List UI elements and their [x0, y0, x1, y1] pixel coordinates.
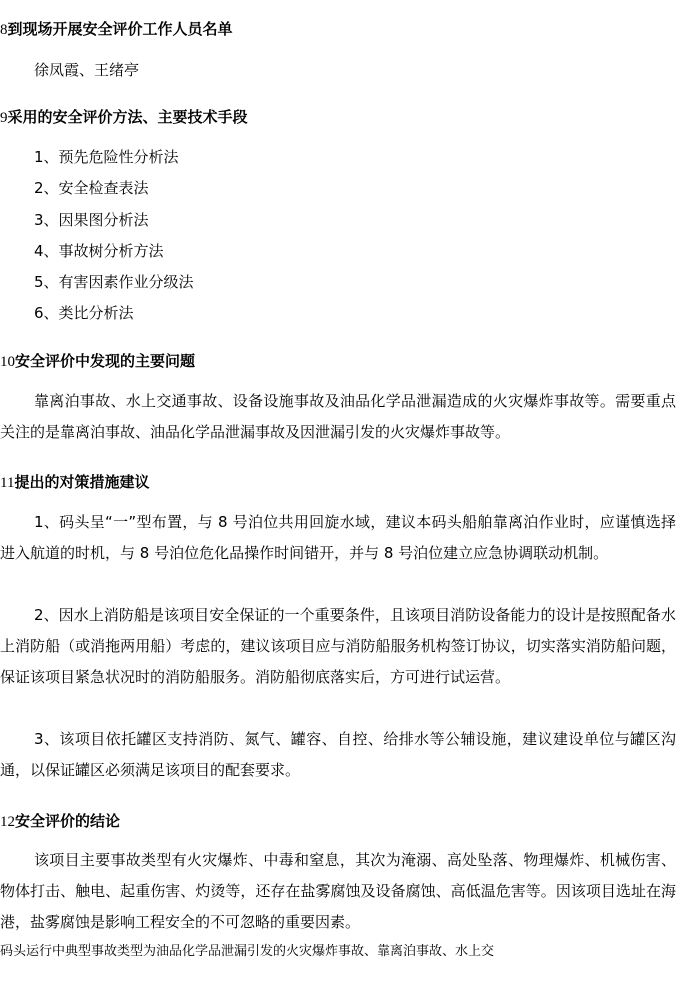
section-11-number: 11: [0, 475, 15, 491]
method-list-item: 2、安全检查表法: [34, 179, 149, 197]
section-12-heading: [0, 810, 120, 833]
section-10-paragraph: 靠离泊事故、水上交通事故、设备设施事故及油品化学品泄漏造成的火灾爆炸事故等。需要重点关注的是靠离泊事故、油品化学品泄漏事故及因泄漏引发的火灾爆炸事故等。: [0, 392, 676, 441]
section-8-title: 到现场开展安全评价工作人员名单: [7, 20, 233, 38]
section-9-title: 采用的安全评价方法、主要技术手段: [7, 108, 248, 126]
section-9-heading: [0, 106, 248, 129]
section-9-number: 9: [0, 110, 8, 126]
section-10-heading: [0, 350, 195, 373]
recommendation-paragraph: 2、因水上消防船是该项目安全保证的一个重要条件，且该项目消防设备能力的设计是按照配备水上消防船（或消拖两用船）考虑的，建议该项目应与消防船服务机构签订协议，切实落实消防船问题，保证该项目紧急状况时的消防船服务。消防船彻底落实后，方可进行试运营。: [0, 606, 676, 686]
section-10-title: 安全评价中发现的主要问题: [15, 352, 196, 370]
section-10-number: 10: [0, 354, 15, 370]
section-8-content: 徐凤霞、王绪亭: [34, 61, 140, 79]
method-list-item: 1、预先危险性分析法: [34, 148, 179, 166]
trailing-text-line: 码头运行中典型事故类型为油品化学品泄漏引发的火灾爆炸事故、靠离泊事故、水上交: [0, 944, 495, 959]
section-12-paragraph: 该项目主要事故类型有火灾爆炸、中毒和窒息，其次为淹溺、高处坠落、物理爆炸、机械伤害、物体打击、触电、起重伤害、灼烫等，还存在盐雾腐蚀及设备腐蚀、高低温危害等。因该项目选址在海港，盐雾腐蚀是影响工程安全的不可忽略的重要因素。: [0, 851, 676, 931]
method-list-item: 4、事故树分析方法: [34, 242, 164, 260]
method-list-item: 6、类比分析法: [34, 304, 134, 322]
recommendation-paragraph: 3、该项目依托罐区支持消防、氮气、罐容、自控、给排水等公辅设施，建议建设单位与罐区沟通，以保证罐区必须满足该项目的配套要求。: [0, 730, 676, 779]
method-list-item: 3、因果图分析法: [34, 211, 149, 229]
section-11-heading: [0, 471, 149, 494]
section-11-title: 提出的对策措施建议: [14, 473, 150, 491]
section-8-heading: [0, 18, 233, 41]
method-list-item: 5、有害因素作业分级法: [34, 273, 194, 291]
section-12-number: 12: [0, 814, 15, 830]
section-12-title: 安全评价的结论: [15, 812, 121, 830]
recommendation-paragraph: 1、码头呈“一”型布置，与 8 号泊位共用回旋水域，建议本码头船舶靠离泊作业时，应谨慎选择进入航道的时机，与 8 号泊位危化品操作时间错开，并与 8 号泊位建立应急协调联动机制。: [0, 513, 676, 562]
section-8-number: 8: [0, 22, 8, 38]
